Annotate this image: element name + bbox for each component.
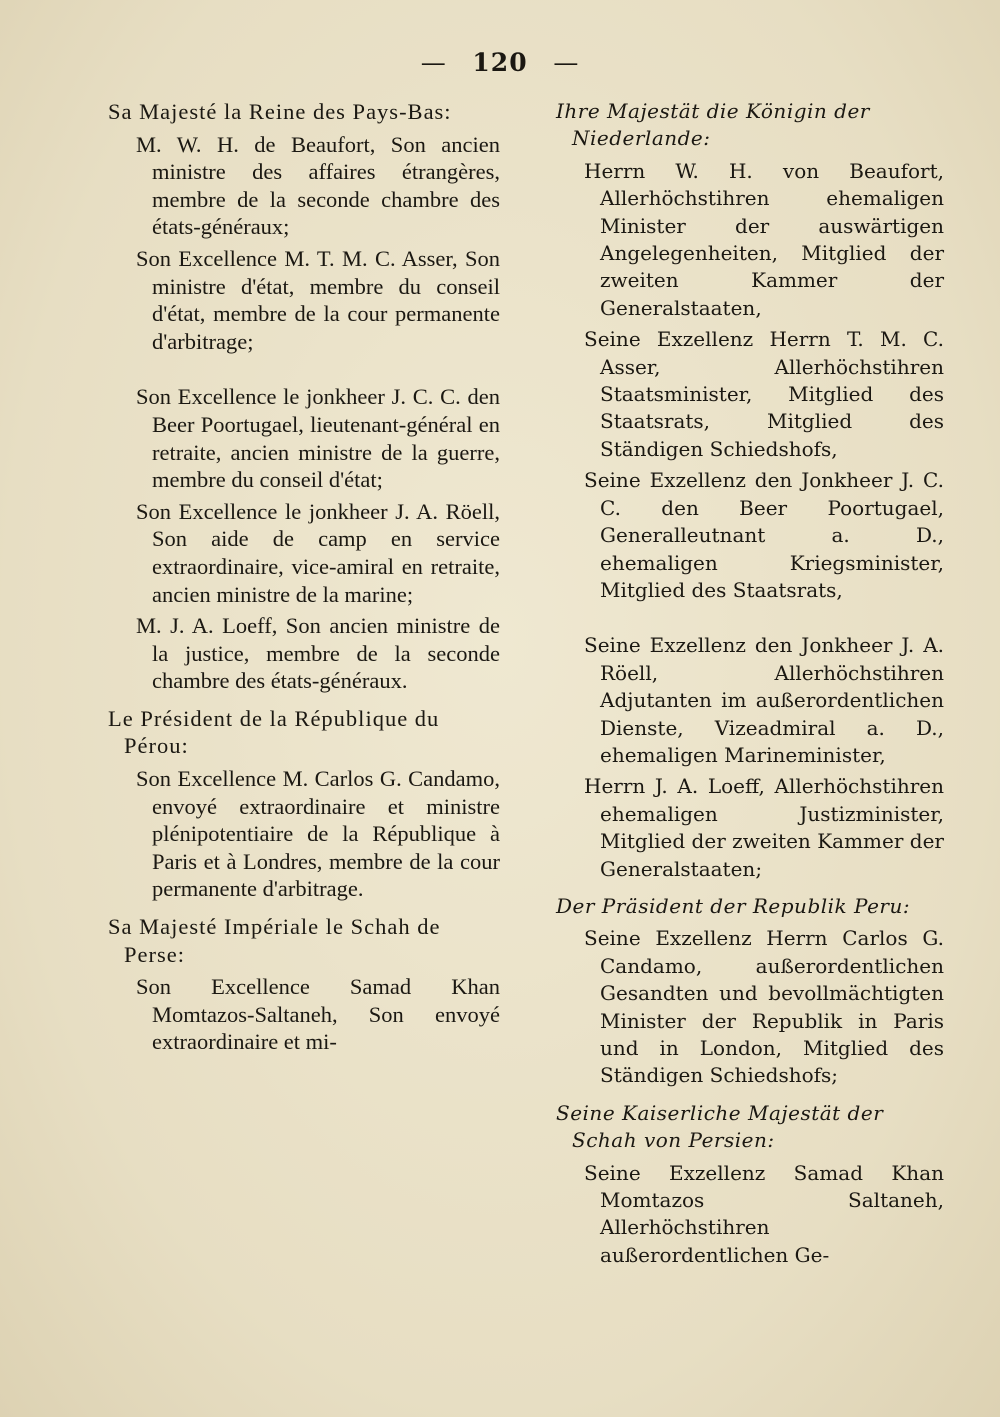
fr-nl-delegate-1: M. W. H. de Beaufort, Son ancien ministre des affaires étrangères, membre de la seconde chambre des états-généraux;	[136, 131, 500, 240]
de-peru-sovereign: Der Präsident der Republik Peru:	[556, 893, 911, 918]
de-netherlands-sovereign: Ihre Majestät die Königin der Niederlande:	[556, 99, 870, 151]
french-column	[108, 98, 500, 1060]
header-dash-left: —	[420, 48, 447, 77]
fr-peru-sovereign: Le Président de la République du Pérou:	[108, 705, 440, 759]
de-nl-delegate-3: Seine Exzellenz den Jonkheer J. C. C. den Beer Poortugael, Generalleutnant a. D., ehemaligen Kriegsminister, Mitglied des Staatsrats,	[584, 468, 944, 602]
fr-peru-delegate-1: Son Excellence M. Carlos G. Candamo, envoyé extraordinaire et ministre plénipotentiaire de la République à Paris et à Londres, membre de la cour permanente d'arbitrage.	[136, 766, 500, 902]
fr-nl-delegate-5: M. J. A. Loeff, Son ancien ministre de la justice, membre de la seconde chambre des états-généraux.	[136, 613, 500, 694]
fr-persia-delegate-1: Son Excellence Samad Khan Momtazos-Saltaneh, Son envoyé extraordinaire et mi-	[136, 974, 500, 1055]
fr-nl-delegate-2: Son Excellence M. T. M. C. Asser, Son ministre d'état, membre du conseil d'état, membre de la cour permanente d'arbitrage;	[136, 245, 500, 354]
header-dash-right: —	[553, 48, 580, 77]
de-nl-delegate-1: Herrn W. H. von Beaufort, Allerhöchstihren ehemaligen Minister der auswärtigen Angelegenheiten, Mitglied der zweiten Kammer der Generalstaaten,	[584, 158, 944, 320]
de-persia-delegate-1: Seine Exzellenz Samad Khan Momtazos Saltaneh, Allerhöchstihren außerordentlichen Ge-	[584, 1160, 944, 1267]
de-nl-delegate-2: Seine Exzellenz Herrn T. M. C. Asser, Allerhöchstihren Staatsminister, Mitglied des Staatsrats, Mitglied des Ständigen Schiedshofs,	[584, 327, 944, 461]
de-nl-delegate-5: Herrn J. A. Loeff, Allerhöchstihren ehemaligen Justizminister, Mitglied der zweiten Kammer der Generalstaaten;	[584, 774, 944, 881]
de-persia-sovereign: Seine Kaiserliche Majestät der Schah von Persien:	[556, 1100, 884, 1153]
fr-nl-delegate-3: Son Excellence le jonkheer J. C. C. den Beer Poortugael, lieutenant-général en retraite, ancien ministre de la guerre, membre du conseil d'état;	[136, 384, 500, 493]
page-number: 120	[472, 48, 528, 77]
fr-netherlands-sovereign: Sa Majesté la Reine des Pays-Bas:	[108, 99, 452, 124]
fr-nl-delegate-4: Son Excellence le jonkheer J. A. Röell, Son aide de camp en service extraordinaire, vice-amiral en retraite, ancien ministre de la marine;	[136, 498, 500, 607]
fr-persia-sovereign: Sa Majesté Impériale le Schah de Perse:	[108, 914, 441, 967]
de-peru-delegate-1: Seine Exzellenz Herrn Carlos G. Candamo, außerordentlichen Gesandten und bevollmächtigten Minister der Republik in Paris und in London, Mitglied des Ständigen Schiedshofs;	[584, 926, 944, 1088]
de-nl-delegate-4: Seine Exzellenz den Jonkheer J. A. Röell, Allerhöchstihren Adjutanten im außerordentlichen Dienste, Vizeadmiral a. D., ehemaligen Marineminister,	[584, 633, 944, 767]
page-header	[0, 48, 1000, 77]
german-column	[556, 98, 944, 1273]
